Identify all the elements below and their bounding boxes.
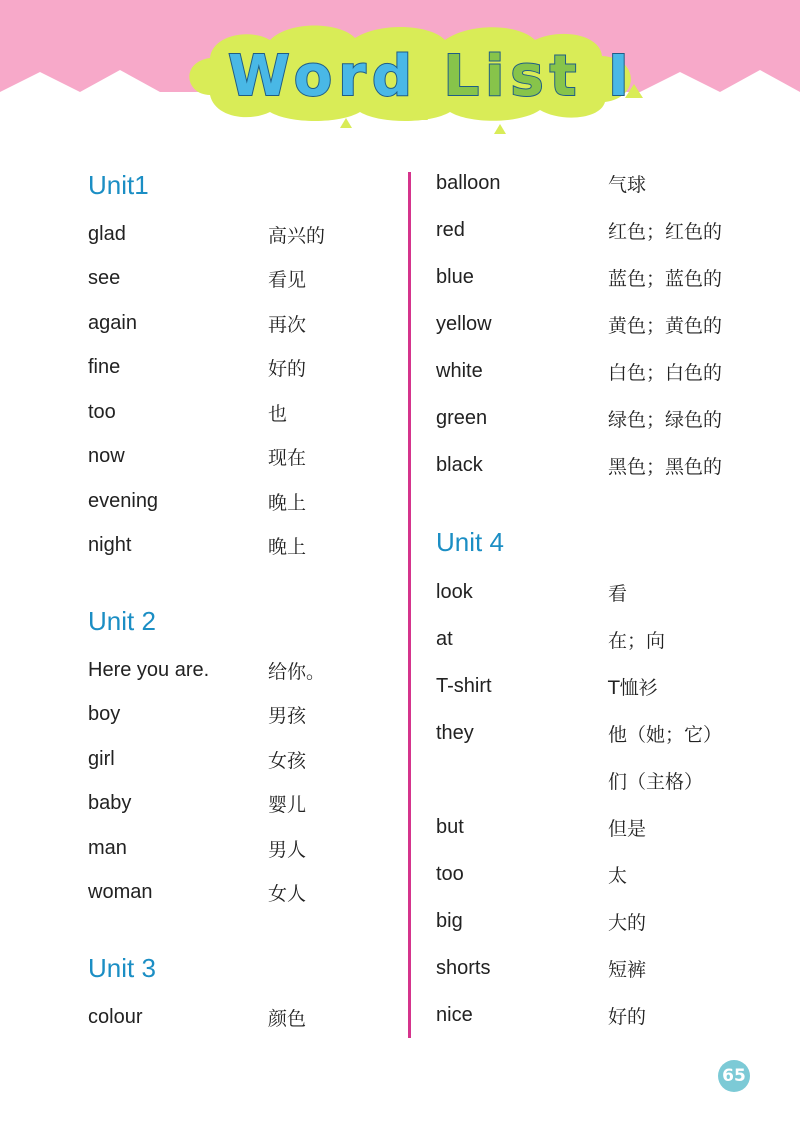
word-english: colour — [88, 1005, 143, 1028]
word-chinese: 大的 — [608, 912, 647, 934]
word-row — [436, 160, 776, 207]
page-title — [228, 42, 635, 112]
word-chinese: 高兴的 — [268, 224, 326, 247]
word-english: they — [436, 722, 474, 744]
word-row — [88, 782, 388, 827]
word-row — [88, 212, 388, 257]
word-chinese: 也 — [268, 402, 288, 425]
word-chinese: 黑色；黑色的 — [608, 456, 723, 478]
word-chinese: 现在 — [268, 447, 307, 470]
word-english: again — [88, 311, 137, 334]
green-triangle-3 — [340, 118, 352, 128]
word-english: boy — [88, 703, 121, 726]
word-chinese: 短裤 — [608, 959, 647, 981]
word-chinese: 好的 — [608, 1006, 647, 1028]
word-english: baby — [88, 792, 132, 815]
word-english: girl — [88, 747, 115, 770]
word-chinese: 他（她；它） — [608, 724, 723, 746]
word-row — [88, 871, 388, 916]
word-english: see — [88, 267, 121, 290]
word-english: night — [88, 534, 132, 557]
word-chinese: 们（主格） — [608, 771, 704, 793]
word-row — [88, 693, 388, 738]
unit-heading: Unit 4 — [436, 527, 504, 557]
word-row — [436, 395, 776, 442]
word-chinese: 给你。 — [268, 660, 326, 683]
word-english: look — [436, 581, 473, 603]
title-space — [418, 44, 444, 109]
word-row — [88, 479, 388, 524]
word-chinese: 再次 — [268, 313, 307, 336]
word-english: evening — [88, 489, 159, 512]
word-chinese: 绿色；绿色的 — [608, 409, 723, 431]
word-row — [88, 648, 388, 693]
word-chinese: 蓝色；蓝色的 — [608, 268, 723, 290]
word-chinese: 好的 — [268, 358, 307, 381]
left-column — [88, 160, 388, 1040]
word-chinese: 但是 — [608, 818, 647, 840]
word-chinese: 女孩 — [268, 749, 307, 772]
word-english: T-shirt — [436, 675, 492, 697]
word-chinese: 黄色；黄色的 — [608, 315, 723, 337]
title-word-1: Word — [228, 44, 418, 109]
word-chinese: 男孩 — [268, 705, 307, 728]
word-chinese: 晚上 — [268, 536, 307, 559]
word-chinese: 男人 — [268, 838, 307, 861]
word-english: blue — [436, 266, 474, 288]
word-row — [436, 992, 776, 1039]
word-english: too — [436, 863, 464, 885]
word-row — [436, 663, 776, 710]
word-english: now — [88, 445, 125, 468]
word-chinese: 看见 — [268, 269, 307, 292]
word-chinese: 气球 — [608, 174, 647, 196]
word-english: black — [436, 454, 483, 476]
word-english: too — [88, 400, 116, 423]
word-english: big — [436, 910, 463, 932]
word-row — [88, 435, 388, 480]
word-row — [88, 390, 388, 435]
title-space — [582, 44, 608, 109]
word-chinese: 太 — [608, 865, 628, 887]
word-english: nice — [436, 1004, 473, 1026]
word-english: glad — [88, 222, 126, 245]
word-english: fine — [88, 356, 121, 379]
word-row — [436, 301, 776, 348]
section-gap — [88, 568, 388, 596]
title-word-2: List — [443, 44, 583, 109]
word-row — [436, 348, 776, 395]
word-english: at — [436, 628, 453, 650]
word-chinese: 在；向 — [608, 630, 666, 652]
word-chinese: 看 — [608, 583, 628, 605]
word-chinese: 婴儿 — [268, 794, 307, 817]
word-chinese: 晚上 — [268, 491, 307, 514]
right-column — [436, 160, 776, 1039]
word-row — [88, 826, 388, 871]
word-row — [88, 346, 388, 391]
word-row — [436, 254, 776, 301]
word-english: but — [436, 816, 464, 838]
unit-heading: Unit 3 — [88, 953, 156, 983]
word-row — [88, 995, 388, 1040]
word-row — [88, 524, 388, 569]
word-row — [436, 710, 776, 757]
word-row — [436, 945, 776, 992]
word-english: balloon — [436, 172, 501, 194]
word-row — [436, 442, 776, 489]
section-gap — [436, 489, 776, 517]
column-divider — [408, 172, 411, 1038]
unit-heading: Unit1 — [88, 170, 149, 200]
word-english: green — [436, 407, 488, 429]
word-english: Here you are. — [88, 658, 210, 681]
word-chinese: T恤衫 — [608, 677, 658, 699]
word-row — [436, 804, 776, 851]
word-row — [88, 301, 388, 346]
word-row — [436, 569, 776, 616]
green-triangle-5 — [494, 124, 506, 134]
word-english: man — [88, 836, 127, 859]
word-english: white — [436, 360, 483, 382]
word-chinese: 颜色 — [268, 1007, 307, 1030]
unit-heading: Unit 2 — [88, 606, 156, 636]
word-english: yellow — [436, 313, 492, 335]
word-chinese: 女人 — [268, 883, 307, 906]
title-word-3: I — [607, 44, 635, 109]
word-chinese: 白色；白色的 — [608, 362, 723, 384]
word-row — [436, 898, 776, 945]
word-row — [436, 616, 776, 663]
word-english: red — [436, 219, 465, 241]
word-row — [88, 257, 388, 302]
page-number-badge: 65 — [718, 1060, 750, 1092]
word-row — [436, 757, 776, 804]
word-row — [436, 851, 776, 898]
word-row — [436, 207, 776, 254]
word-row — [88, 737, 388, 782]
section-gap — [88, 915, 388, 943]
word-english: shorts — [436, 957, 491, 979]
word-english: woman — [88, 881, 153, 904]
word-chinese: 红色；红色的 — [608, 221, 723, 243]
